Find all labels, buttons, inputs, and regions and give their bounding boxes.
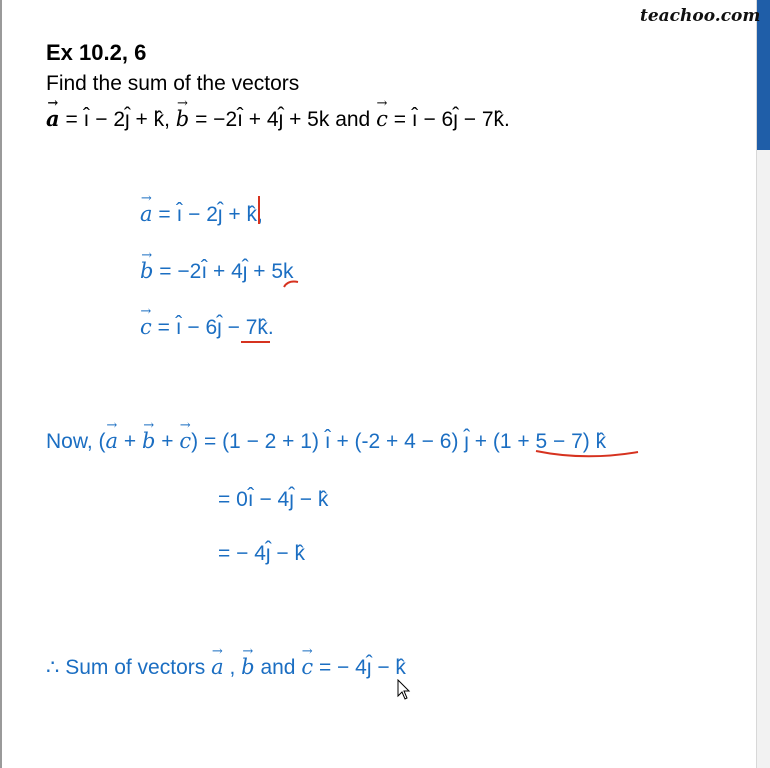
vector-c-symbol: → c bbox=[301, 654, 313, 680]
vector-a-symbol: → a bbox=[46, 106, 60, 132]
vector-a-symbol: → a bbox=[140, 201, 153, 227]
watermark: teachoo.com bbox=[640, 6, 761, 26]
annotation-under-5k bbox=[284, 282, 298, 287]
vector-a-symbol: → a bbox=[211, 654, 224, 680]
mouse-cursor-icon bbox=[397, 679, 411, 701]
conclusion: ∴ Sum of vectors → a , → b and → c = − 4ȷ̂ − k̂ bbox=[46, 654, 406, 681]
question-connector: and bbox=[335, 108, 371, 131]
vector-b-symbol: → b bbox=[140, 258, 153, 284]
conclusion-prefix: ∴ Sum of vectors bbox=[46, 656, 206, 679]
question-c-rhs: = ı̂ − 6ȷ̂ − 7k̂. bbox=[393, 108, 510, 131]
vector-a-symbol: → a bbox=[106, 428, 119, 454]
sum-step-2: = 0ı̂ − 4ȷ̂ − k̂ bbox=[218, 488, 329, 511]
given-a-rhs: = ı̂ − 2ȷ̂ + k̂, bbox=[158, 203, 263, 226]
now-prefix: Now, ( bbox=[46, 430, 106, 453]
annotation-under-k-sum bbox=[536, 451, 638, 456]
conclusion-and: and bbox=[260, 656, 296, 679]
vector-b-symbol: → b bbox=[241, 654, 254, 680]
question-b-rhs: = −2ı̂ + 4ȷ̂ + 5k bbox=[195, 108, 330, 131]
question-a-rhs: = ı̂ − 2ȷ̂ + k̂, bbox=[65, 108, 170, 131]
question-prompt: Find the sum of the vectors bbox=[46, 72, 300, 95]
given-c-rhs: = ı̂ − 6ȷ̂ − 7k̂. bbox=[157, 316, 274, 339]
vector-b-symbol: → b bbox=[142, 428, 155, 454]
sum-step-3: = − 4ȷ̂ − k̂ bbox=[218, 542, 305, 565]
vector-c-symbol: → c bbox=[376, 106, 388, 132]
vector-c-symbol: → c bbox=[140, 314, 152, 340]
given-b-rhs: = −2ı̂ + 4ȷ̂ + 5k bbox=[159, 260, 294, 283]
sum-equation: Now, (→ a + → b + → c) = (1 − 2 + 1) ı̂ + (-2 + 4 − 6) ȷ̂ + (1 + 5 − 7) k̂ bbox=[46, 428, 606, 455]
sum-rhs: ) = (1 − 2 + 1) ı̂ + (-2 + 4 − 6) ȷ̂ + (1 + 5 − 7) k̂ bbox=[191, 430, 607, 453]
vector-c-symbol: → c bbox=[179, 428, 191, 454]
vector-b-symbol: → b bbox=[176, 106, 189, 132]
conclusion-result: = − 4ȷ̂ − k̂ bbox=[318, 656, 406, 679]
exercise-title: Ex 10.2, 6 bbox=[46, 40, 147, 65]
